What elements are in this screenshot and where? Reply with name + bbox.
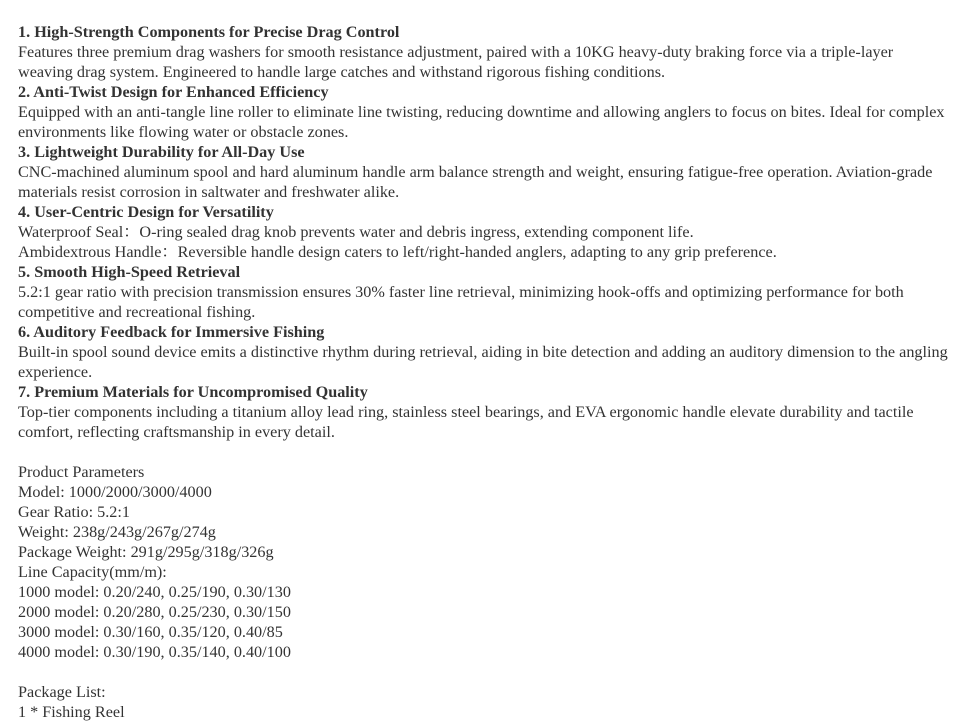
feature-detail-ambidextrous-handle: Ambidextrous Handle：Reversible handle design caters to left/right-handed anglers, adapting to any grip preference. — [18, 243, 777, 261]
feature-description: Equipped with an anti-tangle line roller to eliminate line twisting, reducing downtime and allowing anglers to focus on bites. Ideal for complex environments like flowing water or obstacle zones. — [18, 103, 945, 141]
parameter-gear-ratio: Gear Ratio: 5.2:1 — [18, 503, 130, 521]
package-list-heading: Package List: — [18, 683, 106, 701]
feature-section — [18, 142, 953, 202]
feature-description: Features three premium drag washers for smooth resistance adjustment, paired with a 10KG heavy-duty braking force via a triple-layer weaving drag system. Engineered to handle large catches and withstand rigorous fishing conditions. — [18, 43, 894, 81]
package-list-item: 1 * Fishing Reel — [18, 703, 125, 721]
feature-section — [18, 202, 953, 262]
feature-heading: 7. Premium Materials for Uncompromised Quality — [18, 383, 368, 401]
blank-line — [18, 662, 953, 682]
line-capacity-row: 2000 model: 0.20/280, 0.25/230, 0.30/150 — [18, 603, 291, 621]
feature-section — [18, 322, 953, 382]
feature-section — [18, 262, 953, 322]
feature-description: 5.2:1 gear ratio with precision transmission ensures 30% faster line retrieval, minimizing hook-offs and optimizing performance for both competitive and recreational fishing. — [18, 283, 904, 321]
line-capacity-row: 1000 model: 0.20/240, 0.25/190, 0.30/130 — [18, 583, 291, 601]
feature-description: Top-tier components including a titanium alloy lead ring, stainless steel bearings, and EVA ergonomic handle elevate durability and tactile comfort, reflecting craftsmanship in every detail. — [18, 403, 914, 441]
blank-line — [18, 442, 953, 462]
feature-section — [18, 382, 953, 442]
feature-section — [18, 22, 953, 82]
feature-description: CNC-machined aluminum spool and hard aluminum handle arm balance strength and weight, ensuring fatigue-free operation. Aviation-grade materials resist corrosion in saltwater and freshwater alike. — [18, 163, 933, 201]
feature-heading: 3. Lightweight Durability for All-Day Use — [18, 143, 305, 161]
feature-heading: 6. Auditory Feedback for Immersive Fishing — [18, 323, 325, 341]
feature-detail-waterproof-seal: Waterproof Seal：O-ring sealed drag knob prevents water and debris ingress, extending component life. — [18, 223, 694, 241]
product-parameters — [18, 462, 953, 662]
parameter-model: Model: 1000/2000/3000/4000 — [18, 483, 212, 501]
parameters-heading: Product Parameters — [18, 463, 145, 481]
feature-description: Built-in spool sound device emits a distinctive rhythm during retrieval, aiding in bite detection and adding an auditory dimension to the angling experience. — [18, 343, 948, 381]
parameter-package-weight: Package Weight: 291g/295g/318g/326g — [18, 543, 274, 561]
feature-heading: 5. Smooth High-Speed Retrieval — [18, 263, 241, 281]
feature-heading: 2. Anti-Twist Design for Enhanced Efficiency — [18, 83, 329, 101]
feature-section — [18, 82, 953, 142]
feature-heading: 1. High-Strength Components for Precise Drag Control — [18, 23, 400, 41]
parameter-weight: Weight: 238g/243g/267g/274g — [18, 523, 216, 541]
line-capacity-heading: Line Capacity(mm/m): — [18, 563, 167, 581]
feature-heading: 4. User-Centric Design for Versatility — [18, 203, 274, 221]
package-list — [18, 682, 953, 722]
line-capacity-row: 3000 model: 0.30/160, 0.35/120, 0.40/85 — [18, 623, 283, 641]
line-capacity-row: 4000 model: 0.30/190, 0.35/140, 0.40/100 — [18, 643, 291, 661]
product-description — [18, 22, 953, 722]
